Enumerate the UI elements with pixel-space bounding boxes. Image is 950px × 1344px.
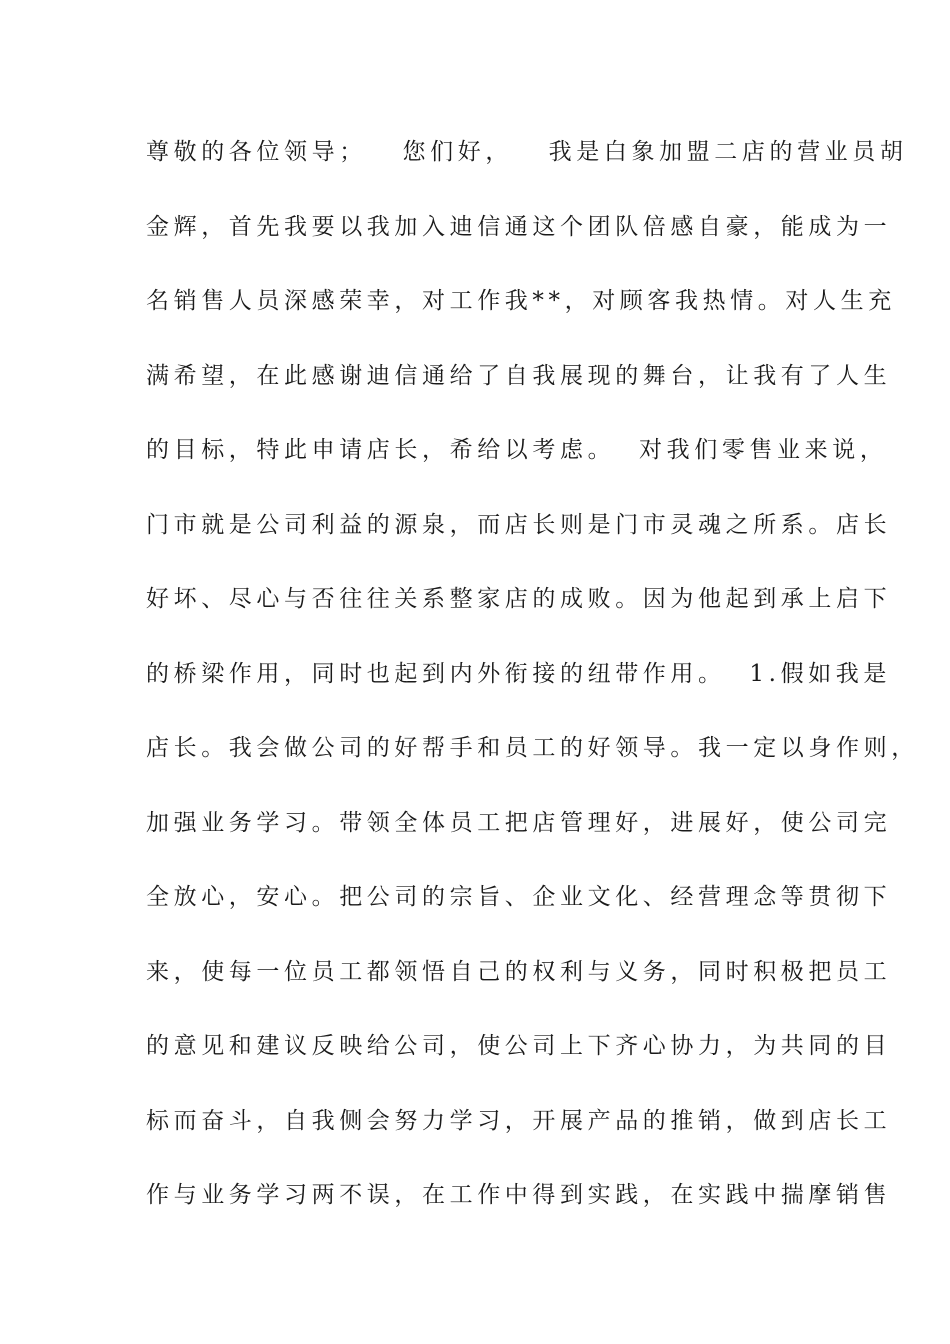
text-line: 标而奋斗，自我侧会努力学习，开展产品的推销，做到店长工 (146, 1107, 892, 1134)
text-line: 店长。我会做公司的好帮手和员工的好领导。我一定以身作则， (146, 735, 919, 761)
text-line: 的桥梁作用，同时也起到内外衔接的纽带作用。 1.假如我是 (146, 660, 891, 687)
text-line: 满希望，在此感谢迪信通给了自我展现的舞台，让我有了人生 (146, 362, 892, 389)
text-line: 名销售人员深感荣幸，对工作我**，对顾客我热情。对人生充 (146, 288, 896, 314)
text-line: 的意见和建议反映给公司，使公司上下齐心协力，为共同的目 (146, 1033, 892, 1059)
text-line: 的目标，特此申请店长，希给以考虑。 对我们零售业来说， (146, 437, 888, 463)
text-line: 好坏、尽心与否往往关系整家店的成败。因为他起到承上启下 (146, 586, 892, 612)
text-line: 作与业务学习两不误，在工作中得到实践，在实践中揣摩销售 (146, 1182, 892, 1208)
text-line: 来，使每一位员工都领悟自己的权利与义务，同时积极把员工 (146, 958, 892, 985)
text-line: 尊敬的各位领导； 您们好， 我是白象加盟二店的营业员胡 (146, 139, 908, 165)
text-line: 加强业务学习。带领全体员工把店管理好，进展好，使公司完 (146, 809, 892, 836)
text-line: 门市就是公司利益的源泉，而店长则是门市灵魂之所系。店长 (146, 511, 892, 538)
body-text (146, 130, 919, 1248)
text-line: 金辉，首先我要以我加入迪信通这个团队倍感自豪，能成为一 (146, 213, 892, 240)
text-line: 全放心，安心。把公司的宗旨、企业文化、经营理念等贯彻下 (146, 884, 892, 910)
